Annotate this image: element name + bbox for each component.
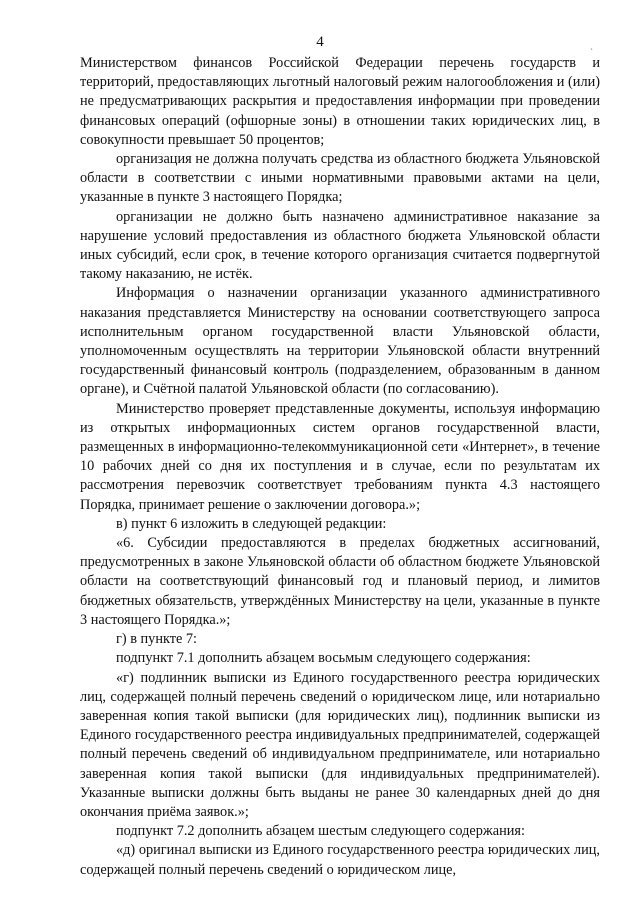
paragraph-9: подпункт 7.1 дополнить абзацем восьмым следующего содержания: — [116, 650, 531, 667]
paragraph-1: Министерством финансов Российской Федерации перечень государств и территорий, предоставляющих льготный налоговый режим налогообложения и (или) не предусматривающих раскрытия и предоставления информации при проведении финансовых операций (офшорные зоны) в отношении таких юридических лиц, в совокупности превышает 50 процентов; — [80, 55, 600, 148]
document-body — [80, 54, 600, 880]
paragraph-10: «г) подлинник выписки из Единого государственного реестра юридических лиц, содержащей полный перечень сведений о юридическом лице, или нотариально заверенная копия такой выписки (для юридических лиц), подлинник выписки из Единого государственного реестра индивидуальных предпринимателей, содержащей полный перечень сведений об индивидуальном предпринимателе, или нотариально заверенная копия такой выписки (для индивидуальных предпринимателей). Указанные выписки должны быть выданы не ранее 30 календарных дней до дня окончания приёма заявок.»; — [80, 669, 600, 820]
paragraph-12: «д) оригинал выписки из Единого государственного реестра юридических лиц, содержащей полный перечень сведений о юридическом лице, — [80, 842, 600, 878]
corner-mark: ˎ — [590, 40, 593, 50]
paragraph-3: организации не должно быть назначено административное наказание за нарушение условий предоставления из областного бюджета Ульяновской области иных субсидий, если срок, в течение которого организация считается подвергнутой такому наказанию, не истёк. — [80, 208, 600, 283]
paragraph-8: г) в пункте 7: — [116, 631, 198, 648]
paragraph-5: Министерство проверяет представленные документы, используя информацию из открытых информационных систем органов государственной власти, размещенных в информационно-телекоммуникационной сети «Интернет», в течение 10 рабочих дней со дня их поступления и в случае, если по результатам их рассмотрения перевозчик соответствует требованиям пункта 4.3 настоящего Порядка, принимает решение о заключении договора.»; — [80, 400, 600, 513]
paragraph-2: организация не должна получать средства из областного бюджета Ульяновской области в соответствии с иными нормативными правовыми актами на цели, указанные в пункте 3 настоящего Порядка; — [80, 151, 600, 206]
paragraph-11: подпункт 7.2 дополнить абзацем шестым следующего содержания: — [116, 823, 525, 840]
paragraph-6: в) пункт 6 изложить в следующей редакции: — [116, 515, 387, 532]
paragraph-4: Информация о назначении организации указанного административного наказания представляется Министерству на основании соответствующего запроса исполнительным органом государственной власти Ульяновской области, уполномоченным осуществлять на территории Ульяновской области внутренний государственный финансовый контроль (подразделением, образованным в данном органе), и Счётной палатой Ульяновской области (по согласованию). — [80, 285, 600, 398]
page-number: 4 — [316, 34, 324, 50]
paragraph-7: «6. Субсидии предоставляются в пределах бюджетных ассигнований, предусмотренных в законе Ульяновской области об областном бюджете Ульяновской области на соответствующий финансовый год и плановый период, и лимитов бюджетных обязательств, утверждённых Министерству на цели, указанные в пункте 3 настоящего Порядка.»; — [80, 535, 600, 628]
